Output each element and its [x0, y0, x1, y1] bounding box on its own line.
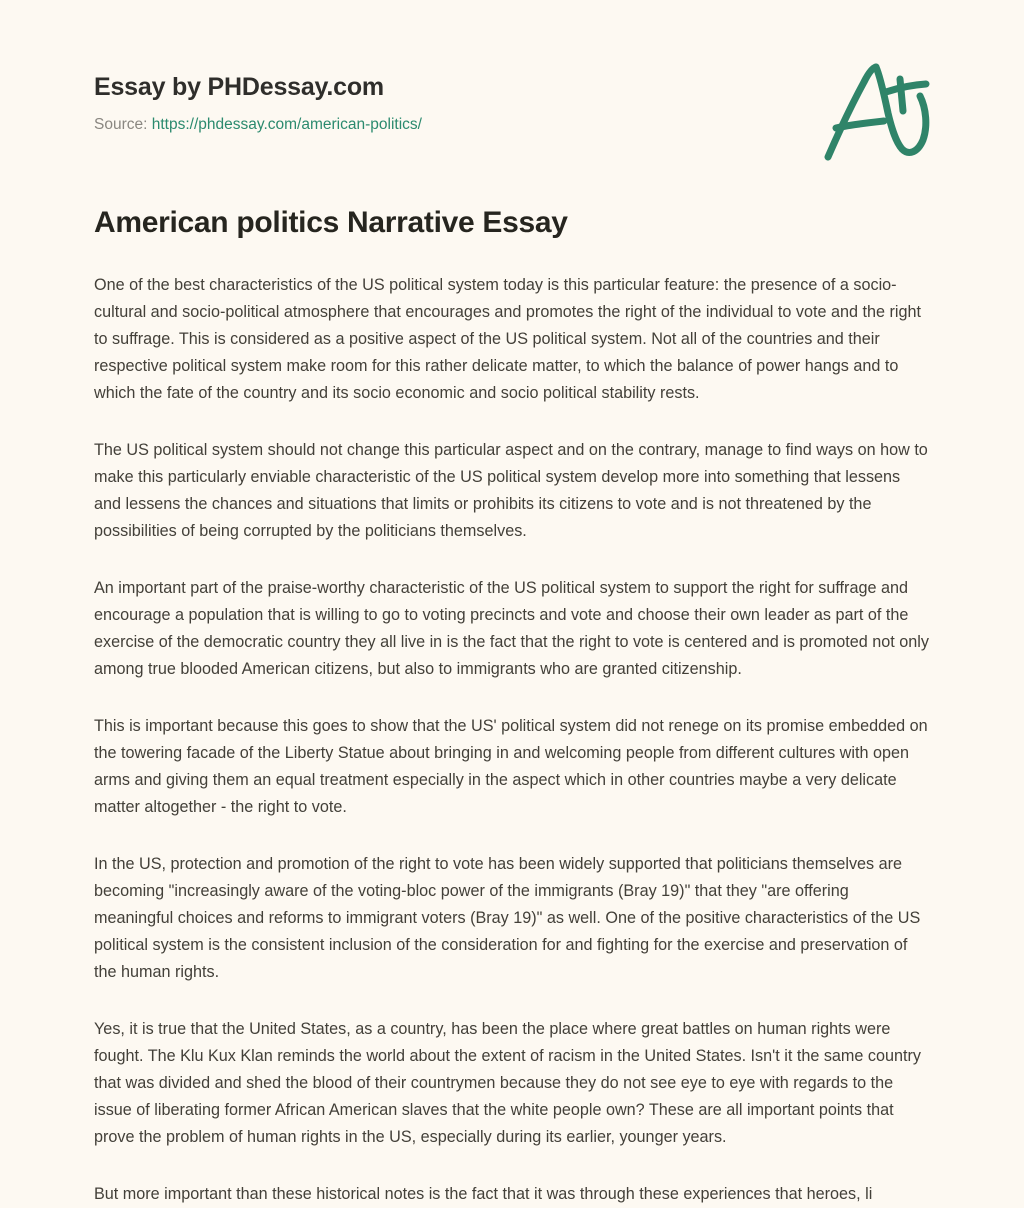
paragraph: The US political system should not change this particular aspect and on the contrary, manage to find ways on how to make this particularly enviable characteristic of the US political system develop more into something that lessens and lessens the chances and situations that limits or prohibits its citizens to vote and is not threatened by the possibilities of being corrupted by the politicians themselves.	[94, 440, 928, 540]
paragraph: An important part of the praise-worthy characteristic of the US political system to support the right for suffrage and encourage a population that is willing to go to voting precincts and vote and choose their own leader as part of the exercise of the democratic country they all live in is the fact that the right to vote is centered and is promoted not only among true blooded American citizens, but also to immigrants who are granted citizenship.	[94, 578, 929, 678]
paragraph: But more important than these historical notes is the fact that it was through these experiences that heroes, li	[94, 1184, 873, 1203]
paragraph: Yes, it is true that the United States, as a country, has been the place where great battles on human rights were fought. The Klu Kux Klan reminds the world about the extent of racism in the United States. Isn't it the same country that was divided and shed the blood of their countrymen because they do not see eye to eye with regards to the issue of liberating former African American slaves that the white people own? These are all important points that prove the problem of human rights in the US, especially during its earlier, younger years.	[94, 1019, 921, 1146]
paragraph: One of the best characteristics of the US political system today is this particular feature: the presence of a socio-cultural and socio-political atmosphere that encourages and promotes the right of the individual to vote and the right to suffrage. This is considered as a positive aspect of the US political system. Not all of the countries and their respective political system make room for this rather delicate matter, to which the balance of power hangs and to which the fate of the country and its socio economic and socio political stability rests.	[94, 275, 921, 402]
source-url-link[interactable]: https://phdessay.com/american-politics/	[151, 115, 422, 133]
source-line	[94, 116, 930, 135]
page-header	[94, 0, 930, 133]
brand-title: Essay by PHDessay.com	[94, 73, 384, 101]
paragraph: This is important because this goes to show that the US' political system did not renege on its promise embedded on the towering facade of the Liberty Statue about bringing in and welcoming people from different cultures with open arms and giving them an equal treatment especially in the aspect which in other countries maybe a very delicate matter altogether - the right to vote.	[94, 716, 928, 816]
paragraph: In the US, protection and promotion of the right to vote has been widely supported that politicians themselves are becoming "increasingly aware of the voting-bloc power of the immigrants (Bray 19)" that they "are offering meaningful choices and reforms to immigrant voters (Bray 19)" as well. One of the positive characteristics of the US political system is the consistent inclusion of the consideration for and fighting for the exercise and preservation of the human rights.	[94, 854, 921, 981]
page-title: American politics Narrative Essay	[94, 206, 568, 239]
essay-body	[94, 242, 930, 1208]
source-label: Source:	[94, 115, 148, 133]
a-plus-logo-icon	[816, 56, 936, 166]
